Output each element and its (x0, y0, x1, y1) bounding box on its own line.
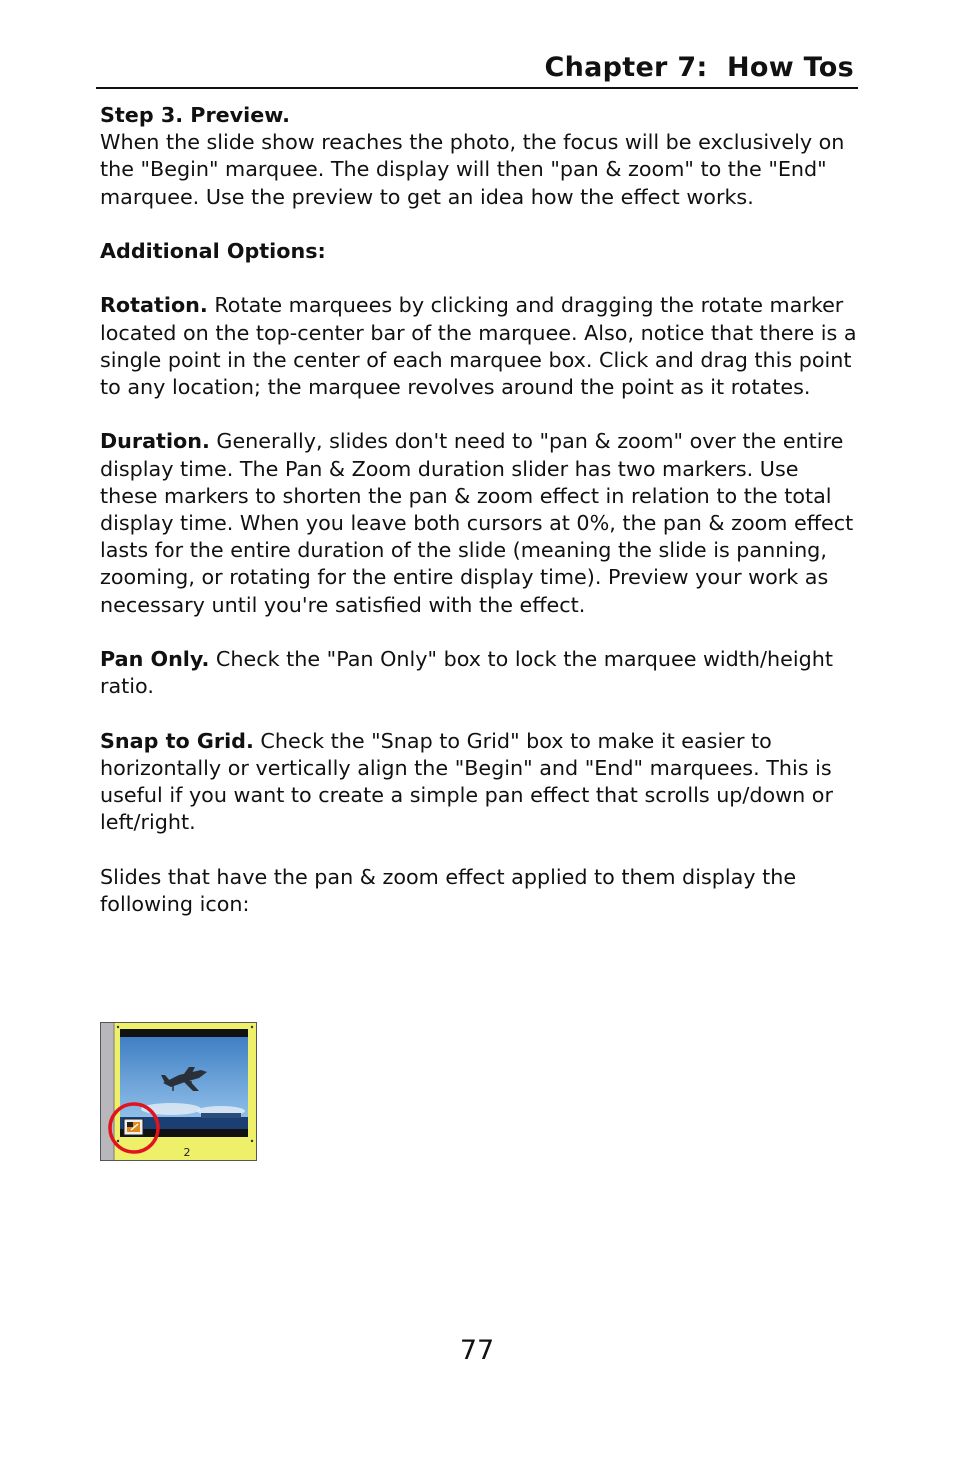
snap-to-grid-section (100, 728, 858, 837)
additional-options-heading: Additional Options: (100, 239, 326, 263)
pan-zoom-icon (124, 1119, 143, 1135)
header-rule (96, 87, 858, 89)
rotation-body: Rotate marquees by clicking and dragging the rotate marker located on the top-center bar of the marquee. Also, notice that there is a single point in the center of each marquee box. Click and drag this point to any location; the marquee revolves around the point as it rotates. (100, 293, 857, 399)
closing-body: Slides that have the pan & zoom effect applied to them display the following icon: (100, 864, 797, 916)
duration-label: Duration. (100, 429, 210, 454)
duration-body: Generally, slides don't need to "pan & zoom" over the entire display time. The Pan & Zoom duration slider has two markers. Use these markers to shorten the pan & zoom effect in relation to the total display time. When you leave both cursors at 0%, the pan & zoom effect lasts for the entire duration of the slide (meaning the slide is panning, zooming, or rotating for the entire display time). Preview your work as necessary until you're satisfied with the effect. (100, 429, 854, 617)
pan-only-section (100, 646, 858, 700)
pan-only-label: Pan Only. (100, 647, 210, 671)
pan-only-body: Check the "Pan Only" box to lock the marquee width/height ratio. (100, 647, 833, 699)
step3-body: When the slide show reaches the photo, the focus will be exclusively on the "Begin" marquee. The display will then "pan & zoom" to the "End" marquee. Use the preview to get an idea how the effect works. (100, 130, 845, 209)
step3-heading: Step 3. Preview. (100, 103, 290, 127)
slide-thumbnail-figure (100, 1022, 257, 1161)
rotation-label: Rotation. (100, 293, 208, 318)
slide-number: 2 (183, 1146, 191, 1159)
page-content (100, 102, 858, 945)
duration-section (100, 428, 858, 618)
snap-to-grid-body: Check the "Snap to Grid" box to make it easier to horizontally or vertically align the "Begin" and "End" marquees. This is useful if you want to create a simple pan effect that scrolls up/down or left/right. (100, 728, 833, 835)
page-number: 77 (459, 1335, 495, 1366)
slide-thumbnail-image (101, 1023, 256, 1160)
closing-section (100, 864, 858, 918)
snap-to-grid-label: Snap to Grid. (100, 728, 254, 753)
step3-section (100, 102, 858, 211)
additional-options-section (100, 238, 858, 265)
chapter-title: Chapter 7: How Tos (544, 52, 854, 83)
rotation-section (100, 292, 858, 401)
